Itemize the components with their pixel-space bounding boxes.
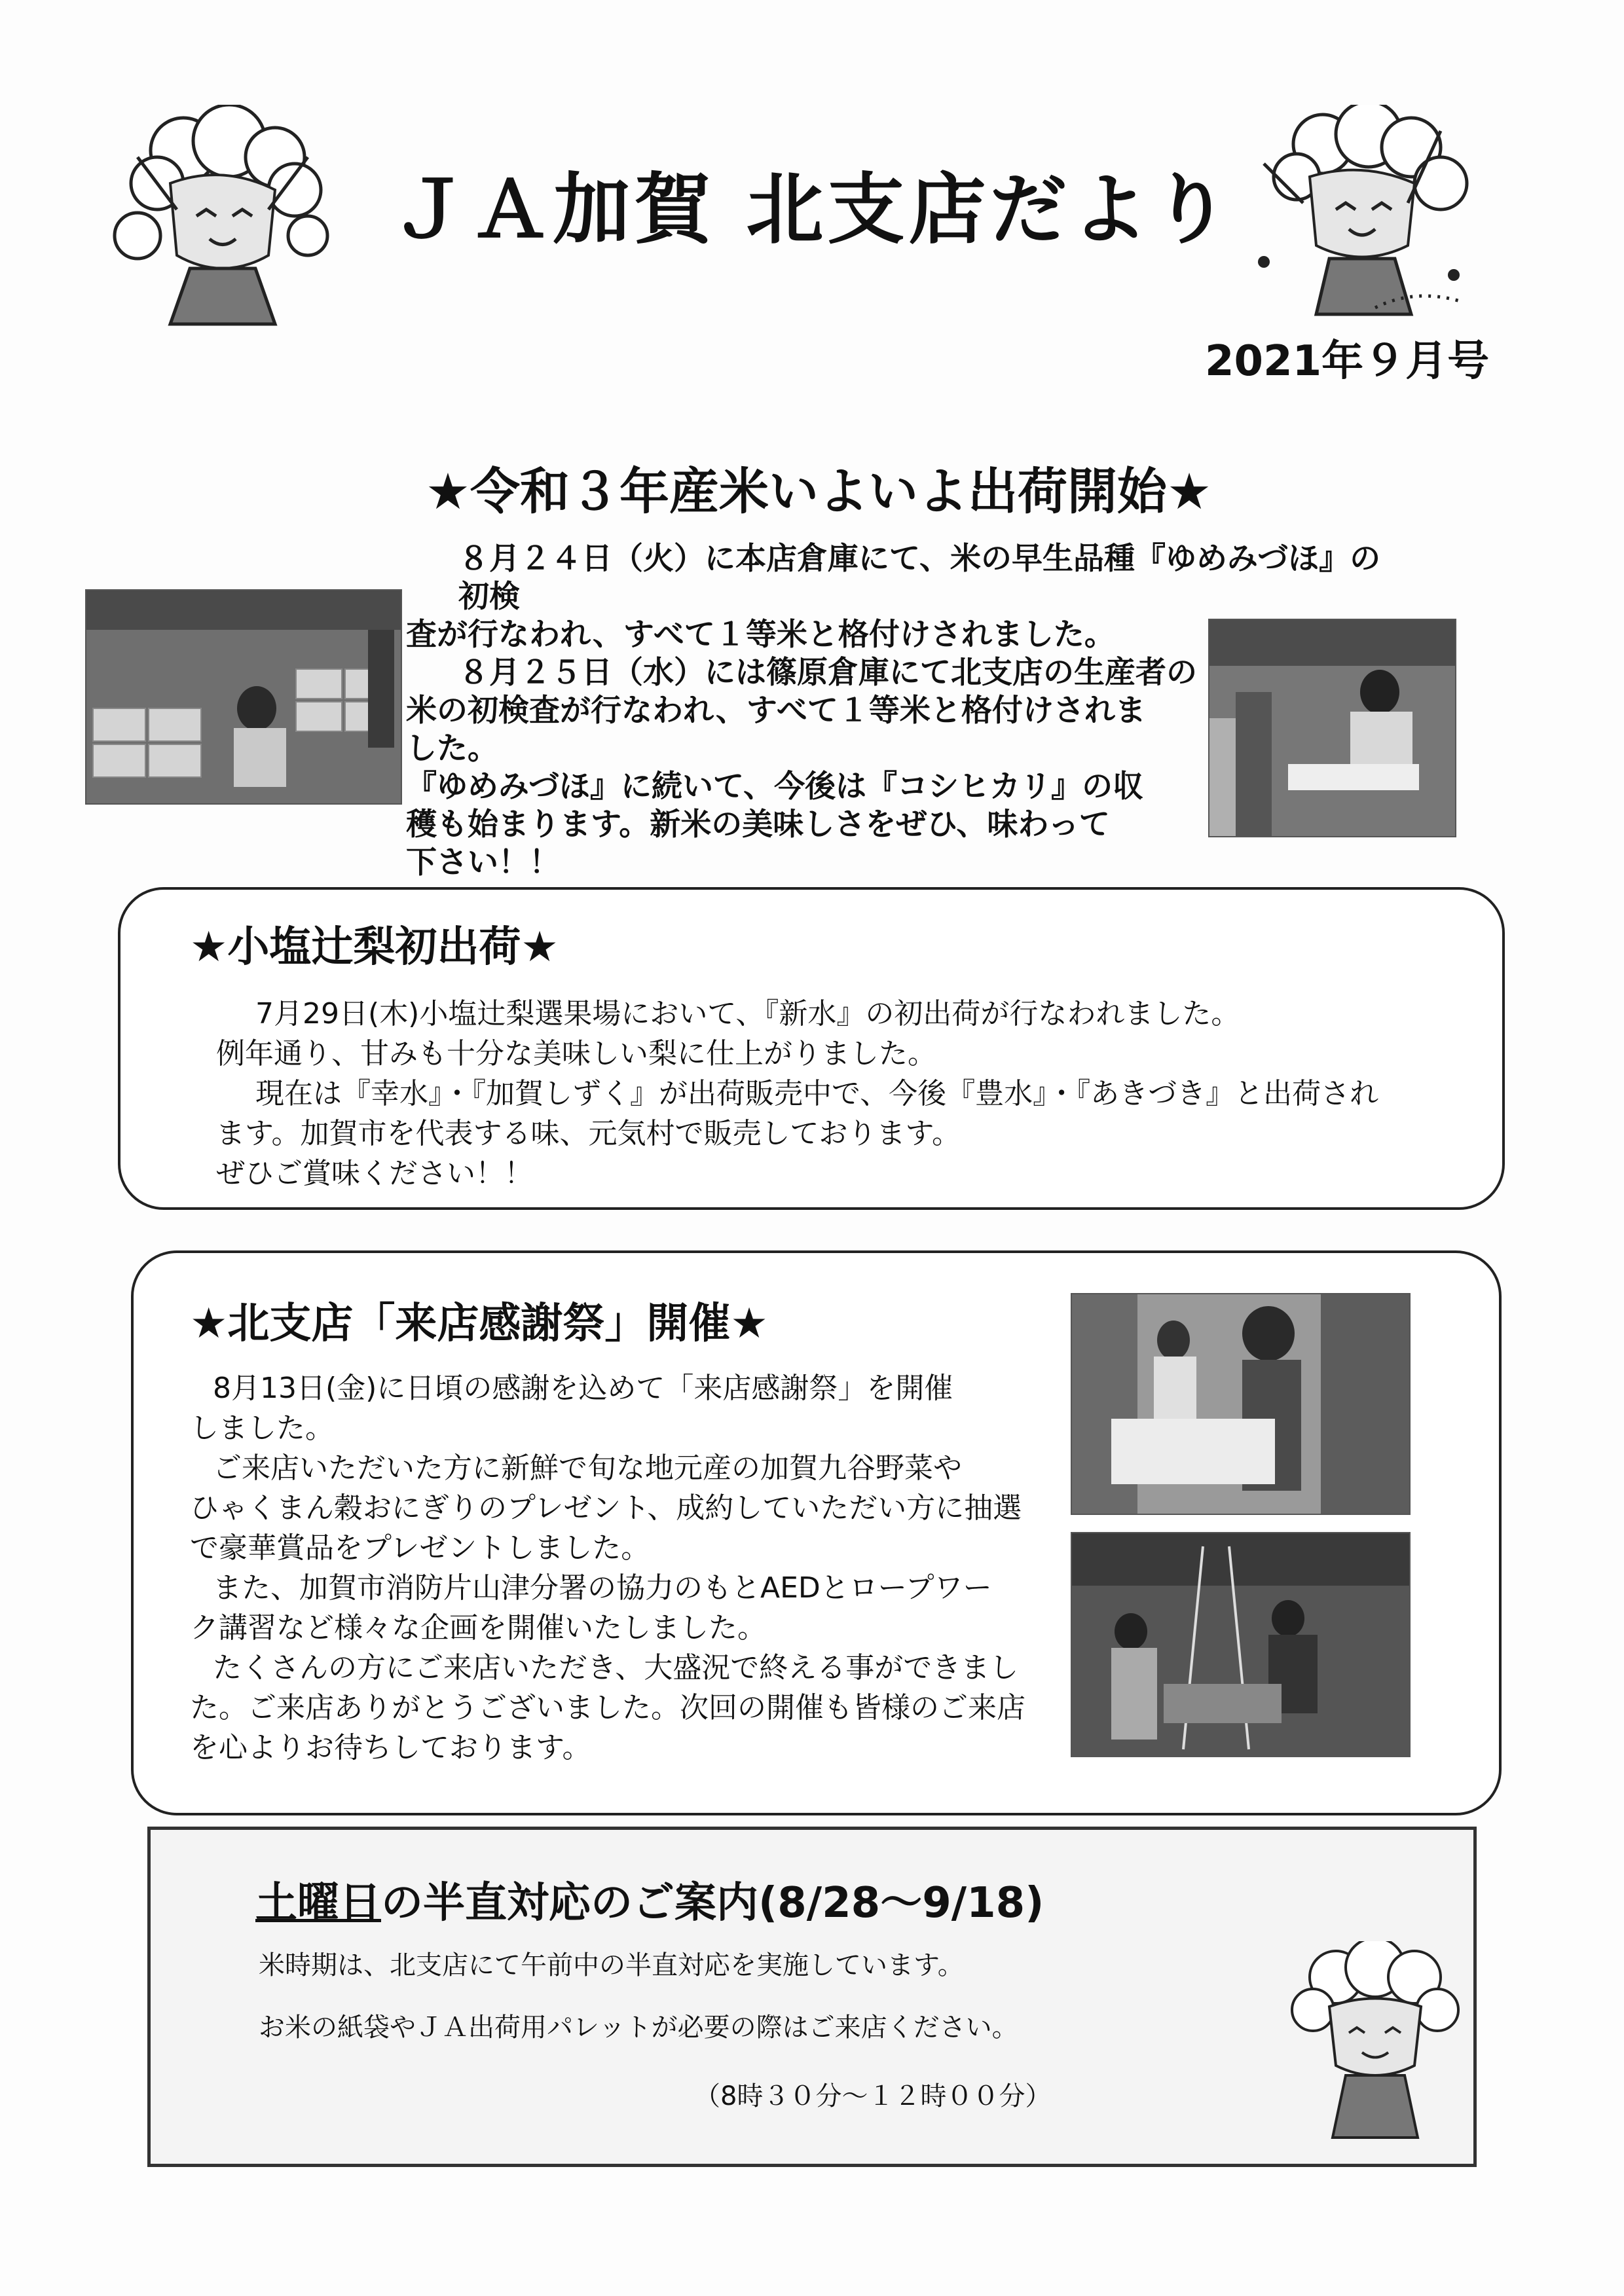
festival-line-2: しました。 — [190, 1412, 334, 1445]
rice-line-1: ８月２４日（火）に本店倉庫にて、米の早生品種『ゆめみづほ』の初検 — [458, 541, 1381, 615]
festival-line-9: た。ご来店ありがとうございました。次回の開催も皆様のご来店 — [190, 1691, 1025, 1724]
rice-inspection-photo-left — [85, 589, 402, 805]
saturday-notice-heading-rest: の半直対応のご案内(8/28～9/18) — [381, 1879, 1044, 1927]
pear-section-heading: ★小塩辻梨初出荷★ — [190, 923, 559, 972]
rice-line-4: 米の初検査が行なわれ、すべて１等米と格付けされま — [406, 693, 1146, 729]
mascot-bottom-illustration — [1283, 1941, 1467, 2144]
rice-inspection-photo-right — [1208, 619, 1456, 837]
rice-line-3: ８月２５日（水）には篠原倉庫にて北支店の生産者の — [458, 655, 1197, 691]
saturday-notice-line-2: お米の紙袋やＪＡ出荷用パレットが必要の際はご来店ください。 — [259, 2013, 1018, 2043]
festival-photo-bottom — [1071, 1532, 1411, 1757]
pear-line-5: ぜひご賞味ください！！ — [216, 1157, 533, 1190]
festival-line-4: ひゃくまん穀おにぎりのプレゼント、成約していただい方に抽選 — [190, 1491, 1022, 1525]
pear-line-4: ます。加賀市を代表する味、元気村で販売しております。 — [216, 1117, 961, 1150]
festival-line-7: ク講習など様々な企画を開催いたしました。 — [190, 1611, 766, 1645]
saturday-notice-line-1: 米時期は、北支店にて午前中の半直対応を実施しています。 — [259, 1950, 964, 1980]
festival-section-body — [190, 1368, 1054, 1768]
rice-line-7: 穫も始まります。新米の美味しさをぜひ、味わって — [406, 807, 1110, 843]
festival-line-3: ご来店いただいた方に新鮮で旬な地元産の加賀九谷野菜や — [213, 1451, 962, 1485]
issue-date: 2021年９月号 — [1205, 337, 1490, 386]
rice-line-2: 査が行なわれ、すべて１等米と格付けされました。 — [406, 617, 1115, 653]
festival-line-6: また、加賀市消防片山津分署の協力のもとAEDとロープワー — [213, 1571, 992, 1605]
saturday-notice-heading-underlined: 土曜日 — [255, 1879, 381, 1927]
pear-line-3: 現在は『幸水』・『加賀しずく』が出荷販売中で、今後『豊水』・『あきづき』と出荷され — [255, 1077, 1379, 1110]
pear-line-2: 例年通り、甘みも十分な美味しい梨に仕上がりました。 — [216, 1037, 936, 1070]
saturday-notice-hours: （8時３０分～１２時００分） — [694, 2081, 1052, 2111]
rice-line-6: 『ゆめみづほ』に続いて、今後は『コシヒカリ』の収 — [406, 769, 1144, 805]
rice-line-5: した。 — [406, 731, 498, 767]
pear-section-body — [216, 994, 1395, 1194]
festival-line-10: を心よりお待ちしております。 — [190, 1731, 591, 1764]
pear-line-1: 7月29日(木)小塩辻梨選果場において、『新水』の初出荷が行なわれました。 — [255, 997, 1240, 1030]
rice-section-heading: ★令和３年産米いよいよ出荷開始★ — [425, 462, 1212, 520]
rice-line-8: 下さい！！ — [406, 845, 560, 881]
festival-line-5: で豪華賞品をプレゼントしました。 — [190, 1531, 650, 1565]
mascot-right-illustration — [1244, 105, 1480, 327]
saturday-notice-heading — [255, 1869, 1044, 1929]
festival-line-8: たくさんの方にご来店いただき、大盛況で終える事ができまし — [213, 1651, 1019, 1685]
festival-photo-top — [1071, 1293, 1411, 1515]
page-title: ＪＡ加賀 北支店だより — [390, 164, 1234, 255]
mascot-left-illustration — [98, 105, 334, 327]
festival-section-heading: ★北支店「来店感謝祭」開催★ — [190, 1300, 768, 1348]
festival-line-1: 8月13日(金)に日頃の感謝を込めて「来店感謝祭」を開催 — [213, 1372, 953, 1405]
